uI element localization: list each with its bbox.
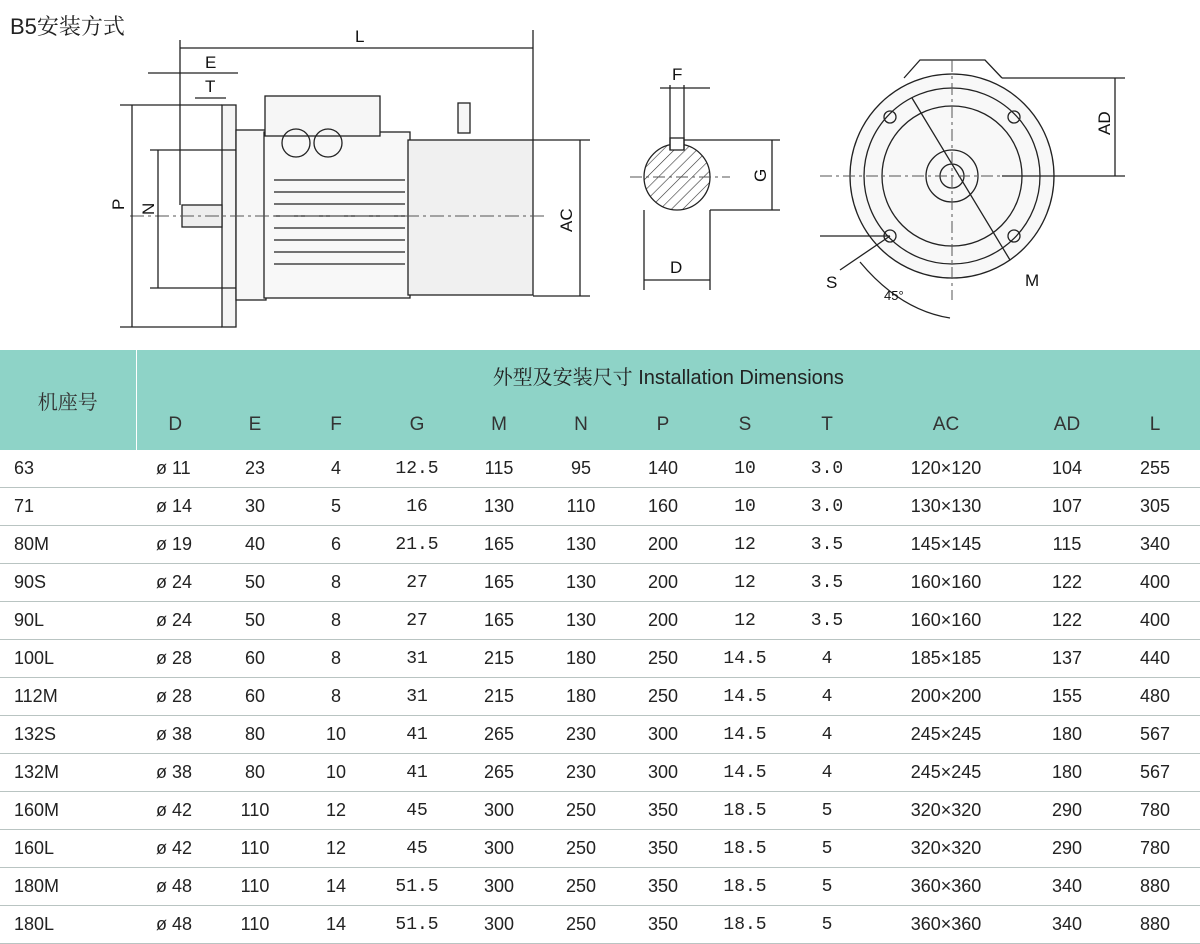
value-cell-ad: 122 (1024, 602, 1110, 640)
value-cell-ad: 107 (1024, 488, 1110, 526)
value-cell-m: 215 (458, 640, 540, 678)
value-cell-p: 200 (622, 564, 704, 602)
value-cell-l: 880 (1110, 868, 1200, 906)
value-cell-s: 18.5 (704, 830, 786, 868)
group-header: 外型及安装尺寸 Installation Dimensions (136, 350, 1200, 400)
value-cell-f: 6 (296, 526, 376, 564)
value-cell-f: 4 (296, 450, 376, 488)
value-cell-m: 265 (458, 754, 540, 792)
value-cell-f: 12 (296, 830, 376, 868)
value-cell-t: 3.0 (786, 488, 868, 526)
shaft-section-drawing (620, 0, 820, 345)
value-cell-t: 5 (786, 906, 868, 944)
value-cell-ac: 360×360 (868, 868, 1024, 906)
column-header-f: F (296, 400, 376, 450)
value-cell-m: 130 (458, 488, 540, 526)
value-cell-n: 250 (540, 792, 622, 830)
value-cell-s: 14.5 (704, 754, 786, 792)
value-cell-ac: 145×145 (868, 526, 1024, 564)
value-cell-e: 50 (214, 564, 296, 602)
value-cell-s: 18.5 (704, 792, 786, 830)
value-cell-ac: 245×245 (868, 754, 1024, 792)
value-cell-t: 5 (786, 868, 868, 906)
model-cell: 180L (0, 906, 136, 944)
value-cell-ac: 320×320 (868, 830, 1024, 868)
value-cell-f: 10 (296, 716, 376, 754)
value-cell-e: 80 (214, 754, 296, 792)
table-row (0, 488, 1200, 526)
value-cell-m: 165 (458, 564, 540, 602)
value-cell-l: 400 (1110, 564, 1200, 602)
table-row (0, 678, 1200, 716)
value-cell-l: 480 (1110, 678, 1200, 716)
value-cell-d: ø 38 (136, 754, 214, 792)
dim-label-G: G (751, 168, 770, 182)
value-cell-n: 230 (540, 716, 622, 754)
column-header-g: G (376, 400, 458, 450)
table-row (0, 868, 1200, 906)
side-view-drawing (0, 0, 600, 345)
value-cell-d: ø 14 (136, 488, 214, 526)
value-cell-d: ø 48 (136, 868, 214, 906)
value-cell-n: 230 (540, 754, 622, 792)
value-cell-l: 567 (1110, 716, 1200, 754)
value-cell-d: ø 28 (136, 640, 214, 678)
value-cell-ac: 130×130 (868, 488, 1024, 526)
value-cell-ad: 122 (1024, 564, 1110, 602)
value-cell-d: ø 42 (136, 830, 214, 868)
table-row (0, 450, 1200, 488)
dim-label-L: L (355, 27, 365, 46)
value-cell-m: 300 (458, 906, 540, 944)
value-cell-s: 12 (704, 602, 786, 640)
value-cell-n: 250 (540, 830, 622, 868)
value-cell-ad: 104 (1024, 450, 1110, 488)
model-cell: 80M (0, 526, 136, 564)
value-cell-l: 780 (1110, 792, 1200, 830)
value-cell-f: 5 (296, 488, 376, 526)
value-cell-s: 12 (704, 526, 786, 564)
model-cell: 90S (0, 564, 136, 602)
value-cell-f: 8 (296, 640, 376, 678)
model-cell: 160M (0, 792, 136, 830)
value-cell-p: 350 (622, 906, 704, 944)
value-cell-ad: 180 (1024, 716, 1110, 754)
value-cell-p: 300 (622, 716, 704, 754)
value-cell-ad: 340 (1024, 868, 1110, 906)
value-cell-p: 200 (622, 602, 704, 640)
value-cell-p: 200 (622, 526, 704, 564)
value-cell-l: 567 (1110, 754, 1200, 792)
value-cell-s: 18.5 (704, 906, 786, 944)
value-cell-g: 41 (376, 716, 458, 754)
model-cell: 90L (0, 602, 136, 640)
value-cell-g: 31 (376, 640, 458, 678)
value-cell-n: 250 (540, 868, 622, 906)
column-header-n: N (540, 400, 622, 450)
value-cell-m: 300 (458, 868, 540, 906)
value-cell-f: 14 (296, 868, 376, 906)
value-cell-ac: 320×320 (868, 792, 1024, 830)
value-cell-f: 8 (296, 564, 376, 602)
value-cell-e: 110 (214, 792, 296, 830)
dim-label-AD: AD (1095, 111, 1114, 135)
column-header-ad: AD (1024, 400, 1110, 450)
value-cell-e: 60 (214, 678, 296, 716)
value-cell-e: 30 (214, 488, 296, 526)
model-cell: 63 (0, 450, 136, 488)
value-cell-t: 5 (786, 792, 868, 830)
value-cell-l: 400 (1110, 602, 1200, 640)
value-cell-n: 180 (540, 640, 622, 678)
value-cell-m: 115 (458, 450, 540, 488)
value-cell-l: 780 (1110, 830, 1200, 868)
value-cell-s: 10 (704, 450, 786, 488)
value-cell-e: 50 (214, 602, 296, 640)
model-cell: 112M (0, 678, 136, 716)
value-cell-e: 110 (214, 868, 296, 906)
value-cell-e: 40 (214, 526, 296, 564)
value-cell-t: 3.5 (786, 602, 868, 640)
value-cell-m: 165 (458, 526, 540, 564)
value-cell-m: 300 (458, 792, 540, 830)
value-cell-m: 215 (458, 678, 540, 716)
column-header-e: E (214, 400, 296, 450)
value-cell-s: 18.5 (704, 868, 786, 906)
value-cell-ad: 115 (1024, 526, 1110, 564)
dim-label-AC: AC (557, 208, 576, 232)
value-cell-p: 300 (622, 754, 704, 792)
value-cell-d: ø 38 (136, 716, 214, 754)
value-cell-g: 27 (376, 564, 458, 602)
value-cell-d: ø 19 (136, 526, 214, 564)
dim-label-E: E (205, 53, 217, 72)
table-row (0, 602, 1200, 640)
model-cell: 160L (0, 830, 136, 868)
value-cell-s: 10 (704, 488, 786, 526)
value-cell-ac: 245×245 (868, 716, 1024, 754)
front-view-drawing (820, 0, 1180, 345)
value-cell-g: 21.5 (376, 526, 458, 564)
column-header-t: T (786, 400, 868, 450)
value-cell-l: 340 (1110, 526, 1200, 564)
table-row (0, 526, 1200, 564)
value-cell-n: 130 (540, 564, 622, 602)
value-cell-ad: 340 (1024, 906, 1110, 944)
value-cell-s: 14.5 (704, 678, 786, 716)
value-cell-ac: 360×360 (868, 906, 1024, 944)
value-cell-l: 255 (1110, 450, 1200, 488)
value-cell-t: 3.5 (786, 564, 868, 602)
value-cell-t: 3.0 (786, 450, 868, 488)
value-cell-ac: 160×160 (868, 564, 1024, 602)
value-cell-ac: 160×160 (868, 602, 1024, 640)
value-cell-f: 8 (296, 678, 376, 716)
value-cell-f: 8 (296, 602, 376, 640)
dim-label-S: S (826, 273, 838, 292)
motor-drawings (0, 0, 1200, 345)
value-cell-g: 41 (376, 754, 458, 792)
value-cell-d: ø 28 (136, 678, 214, 716)
value-cell-ad: 290 (1024, 830, 1110, 868)
value-cell-ac: 120×120 (868, 450, 1024, 488)
column-header-l: L (1110, 400, 1200, 450)
value-cell-t: 4 (786, 716, 868, 754)
value-cell-e: 110 (214, 906, 296, 944)
value-cell-p: 350 (622, 830, 704, 868)
value-cell-t: 4 (786, 678, 868, 716)
value-cell-n: 130 (540, 602, 622, 640)
dim-label-D: D (670, 258, 683, 277)
value-cell-ad: 180 (1024, 754, 1110, 792)
value-cell-d: ø 24 (136, 602, 214, 640)
value-cell-t: 4 (786, 754, 868, 792)
value-cell-e: 110 (214, 830, 296, 868)
value-cell-g: 45 (376, 830, 458, 868)
dim-label-F: F (672, 65, 683, 84)
value-cell-t: 5 (786, 830, 868, 868)
value-cell-ac: 200×200 (868, 678, 1024, 716)
value-cell-p: 350 (622, 792, 704, 830)
table-row (0, 792, 1200, 830)
value-cell-d: ø 11 (136, 450, 214, 488)
value-cell-l: 305 (1110, 488, 1200, 526)
value-cell-l: 880 (1110, 906, 1200, 944)
value-cell-e: 23 (214, 450, 296, 488)
value-cell-n: 95 (540, 450, 622, 488)
model-cell: 100L (0, 640, 136, 678)
value-cell-n: 110 (540, 488, 622, 526)
value-cell-f: 10 (296, 754, 376, 792)
value-cell-p: 250 (622, 640, 704, 678)
table-row (0, 754, 1200, 792)
value-cell-m: 300 (458, 830, 540, 868)
value-cell-e: 80 (214, 716, 296, 754)
value-cell-s: 12 (704, 564, 786, 602)
column-header-d: D (136, 400, 214, 450)
model-header: 机座号 (0, 350, 136, 450)
table-row (0, 716, 1200, 754)
installation-dimensions-table (0, 350, 1200, 944)
dim-label-P: P (109, 198, 128, 210)
value-cell-ad: 290 (1024, 792, 1110, 830)
value-cell-f: 12 (296, 792, 376, 830)
table-row (0, 564, 1200, 602)
value-cell-d: ø 42 (136, 792, 214, 830)
page-title: B5安装方式 (10, 14, 125, 39)
dim-label-N: N (139, 202, 158, 215)
value-cell-m: 265 (458, 716, 540, 754)
value-cell-p: 350 (622, 868, 704, 906)
dim-label-T: T (205, 77, 216, 96)
value-cell-ad: 155 (1024, 678, 1110, 716)
value-cell-d: ø 24 (136, 564, 214, 602)
value-cell-n: 180 (540, 678, 622, 716)
value-cell-f: 14 (296, 906, 376, 944)
value-cell-t: 3.5 (786, 526, 868, 564)
model-cell: 71 (0, 488, 136, 526)
table-row (0, 830, 1200, 868)
value-cell-p: 250 (622, 678, 704, 716)
value-cell-g: 51.5 (376, 906, 458, 944)
value-cell-g: 45 (376, 792, 458, 830)
value-cell-l: 440 (1110, 640, 1200, 678)
column-header-p: P (622, 400, 704, 450)
value-cell-t: 4 (786, 640, 868, 678)
table-row (0, 906, 1200, 944)
value-cell-g: 31 (376, 678, 458, 716)
value-cell-p: 140 (622, 450, 704, 488)
value-cell-s: 14.5 (704, 640, 786, 678)
value-cell-n: 250 (540, 906, 622, 944)
dim-label-45-degree: 45° (884, 288, 904, 303)
value-cell-g: 16 (376, 488, 458, 526)
value-cell-d: ø 48 (136, 906, 214, 944)
value-cell-e: 60 (214, 640, 296, 678)
column-header-m: M (458, 400, 540, 450)
value-cell-g: 12.5 (376, 450, 458, 488)
value-cell-g: 51.5 (376, 868, 458, 906)
value-cell-n: 130 (540, 526, 622, 564)
model-cell: 132S (0, 716, 136, 754)
value-cell-ac: 185×185 (868, 640, 1024, 678)
column-header-ac: AC (868, 400, 1024, 450)
model-cell: 180M (0, 868, 136, 906)
model-cell: 132M (0, 754, 136, 792)
value-cell-g: 27 (376, 602, 458, 640)
value-cell-s: 14.5 (704, 716, 786, 754)
dim-label-M: M (1025, 271, 1040, 290)
value-cell-m: 165 (458, 602, 540, 640)
table-row (0, 640, 1200, 678)
value-cell-p: 160 (622, 488, 704, 526)
column-header-s: S (704, 400, 786, 450)
value-cell-ad: 137 (1024, 640, 1110, 678)
